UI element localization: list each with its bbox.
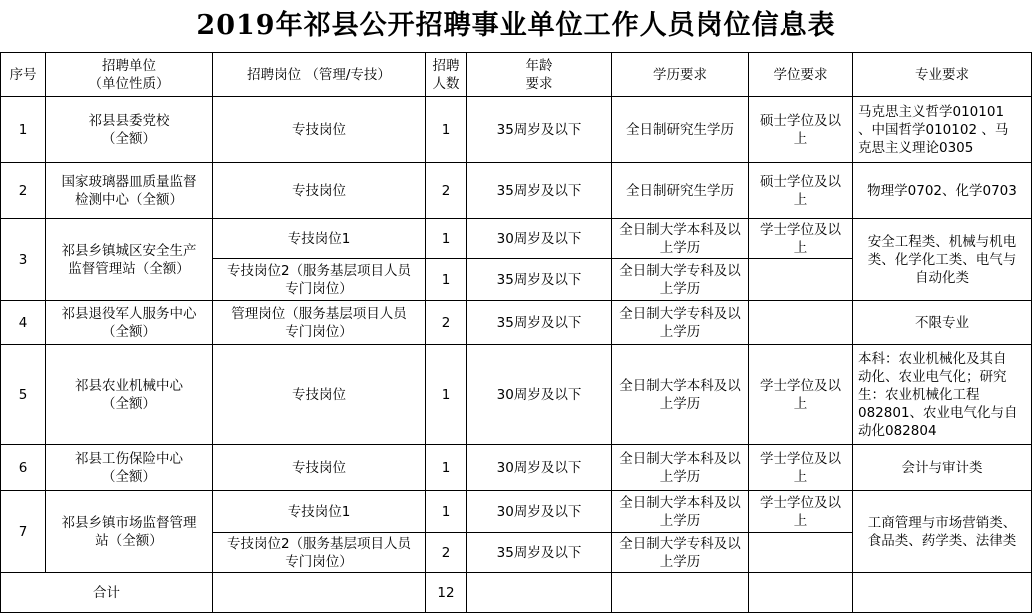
cell-post: 专技岗位 [213,163,426,219]
cell-degree [749,259,853,301]
table-row [1,345,1032,445]
cell-post: 专技岗位1 [213,491,426,533]
table-row [1,301,1032,345]
positions-table [0,52,1032,613]
total-label: 合计 [1,573,213,613]
cell-count: 2 [426,301,467,345]
total-empty-post [213,573,426,613]
page-title: 2019年祁县公开招聘事业单位工作人员岗位信息表 [196,10,836,41]
cell-major: 工商管理与市场营销类、 食品类、药学类、法律类 [853,491,1032,573]
header-post: 招聘岗位 （管理/专技） [213,53,426,97]
cell-edu: 全日制大学本科及以 上学历 [612,345,749,445]
cell-edu: 全日制研究生学历 [612,163,749,219]
cell-seq: 5 [1,345,46,445]
cell-age: 30周岁及以下 [467,491,612,533]
cell-degree [749,533,853,573]
cell-unit: 祁县乡镇市场监督管理 站（全额） [46,491,213,573]
cell-age: 30周岁及以下 [467,219,612,259]
table-row [1,219,1032,259]
total-row [1,573,1032,613]
cell-edu: 全日制大学专科及以 上学历 [612,301,749,345]
cell-post: 专技岗位2（服务基层项目人员 专门岗位） [213,259,426,301]
cell-edu: 全日制大学本科及以 上学历 [612,219,749,259]
total-empty-major [853,573,1032,613]
cell-count: 2 [426,533,467,573]
header-unit: 招聘单位 （单位性质） [46,53,213,97]
cell-age: 35周岁及以下 [467,259,612,301]
cell-seq: 1 [1,97,46,163]
cell-seq: 3 [1,219,46,301]
cell-major: 物理学0702、化学0703 [853,163,1032,219]
cell-seq: 4 [1,301,46,345]
total-count: 12 [426,573,467,613]
cell-age: 35周岁及以下 [467,163,612,219]
cell-age: 30周岁及以下 [467,345,612,445]
cell-edu: 全日制研究生学历 [612,97,749,163]
cell-unit: 祁县乡镇城区安全生产 监督管理站（全额） [46,219,213,301]
header-edu: 学历要求 [612,53,749,97]
table-row [1,163,1032,219]
cell-degree: 学士学位及以 上 [749,219,853,259]
cell-unit: 祁县退役军人服务中心 （全额） [46,301,213,345]
header-seq: 序号 [1,53,46,97]
cell-edu: 全日制大学本科及以 上学历 [612,491,749,533]
cell-age: 30周岁及以下 [467,445,612,491]
cell-seq: 6 [1,445,46,491]
cell-unit: 国家玻璃器皿质量监督 检测中心（全额） [46,163,213,219]
cell-age: 35周岁及以下 [467,97,612,163]
header-age: 年龄 要求 [467,53,612,97]
header-count: 招聘 人数 [426,53,467,97]
cell-unit: 祁县县委党校 （全额） [46,97,213,163]
total-empty-age [467,573,612,613]
cell-count: 2 [426,163,467,219]
cell-count: 1 [426,491,467,533]
cell-post: 专技岗位 [213,97,426,163]
cell-age: 35周岁及以下 [467,301,612,345]
cell-count: 1 [426,345,467,445]
cell-degree [749,301,853,345]
cell-major: 会计与审计类 [853,445,1032,491]
header-row [1,53,1032,97]
table-row [1,445,1032,491]
total-empty-edu [612,573,749,613]
table-row [1,97,1032,163]
cell-major: 马克思主义哲学010101 、中国哲学010102 、马 克思主义理论0305 [853,97,1032,163]
cell-degree: 硕士学位及以 上 [749,97,853,163]
total-empty-degree [749,573,853,613]
cell-count: 1 [426,259,467,301]
cell-seq: 2 [1,163,46,219]
cell-post: 管理岗位（服务基层项目人员 专门岗位） [213,301,426,345]
header-major: 专业要求 [853,53,1032,97]
cell-count: 1 [426,445,467,491]
cell-unit: 祁县农业机械中心 （全额） [46,345,213,445]
cell-edu: 全日制大学本科及以 上学历 [612,445,749,491]
cell-post: 专技岗位 [213,345,426,445]
table-row [1,491,1032,533]
cell-major: 不限专业 [853,301,1032,345]
cell-count: 1 [426,219,467,259]
cell-post: 专技岗位 [213,445,426,491]
cell-post: 专技岗位2（服务基层项目人员 专门岗位） [213,533,426,573]
cell-edu: 全日制大学专科及以 上学历 [612,533,749,573]
cell-degree: 学士学位及以 上 [749,491,853,533]
cell-edu: 全日制大学专科及以 上学历 [612,259,749,301]
cell-seq: 7 [1,491,46,573]
cell-major: 安全工程类、机械与机电 类、化学化工类、电气与 自动化类 [853,219,1032,301]
cell-age: 35周岁及以下 [467,533,612,573]
cell-degree: 学士学位及以 上 [749,345,853,445]
cell-degree: 学士学位及以 上 [749,445,853,491]
cell-count: 1 [426,97,467,163]
cell-degree: 硕士学位及以 上 [749,163,853,219]
cell-unit: 祁县工伤保险中心 （全额） [46,445,213,491]
cell-post: 专技岗位1 [213,219,426,259]
cell-major: 本科：农业机械化及其自 动化、农业电气化；研究 生：农业机械化工程 082801、农业电气化与自 动化082804 [853,345,1032,445]
header-degree: 学位要求 [749,53,853,97]
